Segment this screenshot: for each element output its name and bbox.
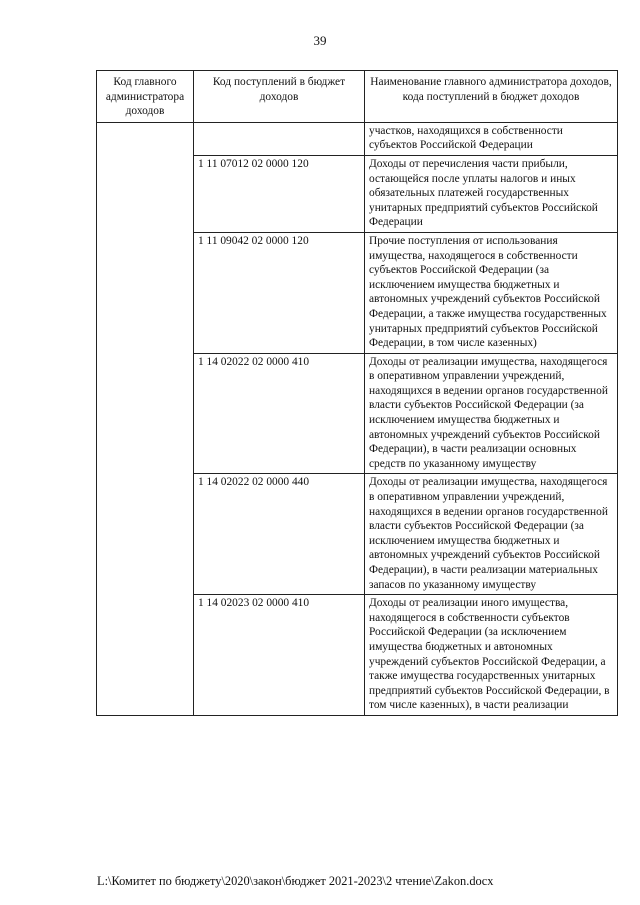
income-code-cell: 1 14 02022 02 0000 440: [194, 474, 365, 595]
document-file-path: L:\Комитет по бюджету\2020\закон\бюджет 2021-2023\2 чтение\Zakon.docx: [97, 874, 494, 888]
revenue-name-cell: Доходы от реализации имущества, находящегося в оперативном управлении учреждений, находящихся в ведении органов государственной власти субъектов Российской Федерации (за исключением имущества бюджетных и автономных учреждений субъектов Российской Федерации), в части реализации основных средств по указанному имуществу: [365, 353, 618, 474]
revenue-name-cell: участков, находящихся в собственности субъектов Российской Федерации: [365, 122, 618, 155]
table-row: [97, 122, 618, 155]
budget-revenue-table: [96, 70, 618, 716]
revenue-name-cell: Доходы от реализации иного имущества, находящегося в собственности субъектов Российской Федерации (за исключением имущества бюджетных и автономных учреждений субъектов Российской Федерации, а также имущества государственных унитарных предприятий субъектов Российской Федерации, в том числе казенных), в части реализации: [365, 595, 618, 716]
header-name: Наименование главного администратора доходов, кода поступлений в бюджет доходов: [365, 71, 618, 123]
table-header-row: [97, 71, 618, 123]
revenue-name-cell: Доходы от перечисления части прибыли, остающейся после уплаты налогов и иных обязательных платежей государственных унитарных предприятий субъектов Российской Федерации: [365, 155, 618, 232]
header-income-code: Код поступлений в бюджет доходов: [194, 71, 365, 123]
revenue-name-cell: Прочие поступления от использования имущества, находящегося в собственности субъектов Российской Федерации (за исключением имущества бюджетных и автономных учреждений субъектов Российской Федерации, а также имущества государственных унитарных предприятий субъектов Российской Федерации, в том числе казенных): [365, 232, 618, 353]
page-number: 39: [313, 33, 327, 48]
income-code-cell: 1 11 07012 02 0000 120: [194, 155, 365, 232]
income-code-cell: 1 14 02022 02 0000 410: [194, 353, 365, 474]
table-body: [97, 122, 618, 715]
income-code-cell: 1 14 02023 02 0000 410: [194, 595, 365, 716]
income-code-cell: [194, 122, 365, 155]
admin-code-cell: [97, 122, 194, 715]
income-code-cell: 1 11 09042 02 0000 120: [194, 232, 365, 353]
header-admin-code: Код главного администратора доходов: [97, 71, 194, 123]
table-header: [97, 71, 618, 123]
revenue-name-cell: Доходы от реализации имущества, находящегося в оперативном управлении учреждений, находящихся в ведении органов государственной власти субъектов Российской Федерации (за исключением имущества бюджетных и автономных учреждений субъектов Российской Федерации), в части реализации материальных запасов по указанному имуществу: [365, 474, 618, 595]
